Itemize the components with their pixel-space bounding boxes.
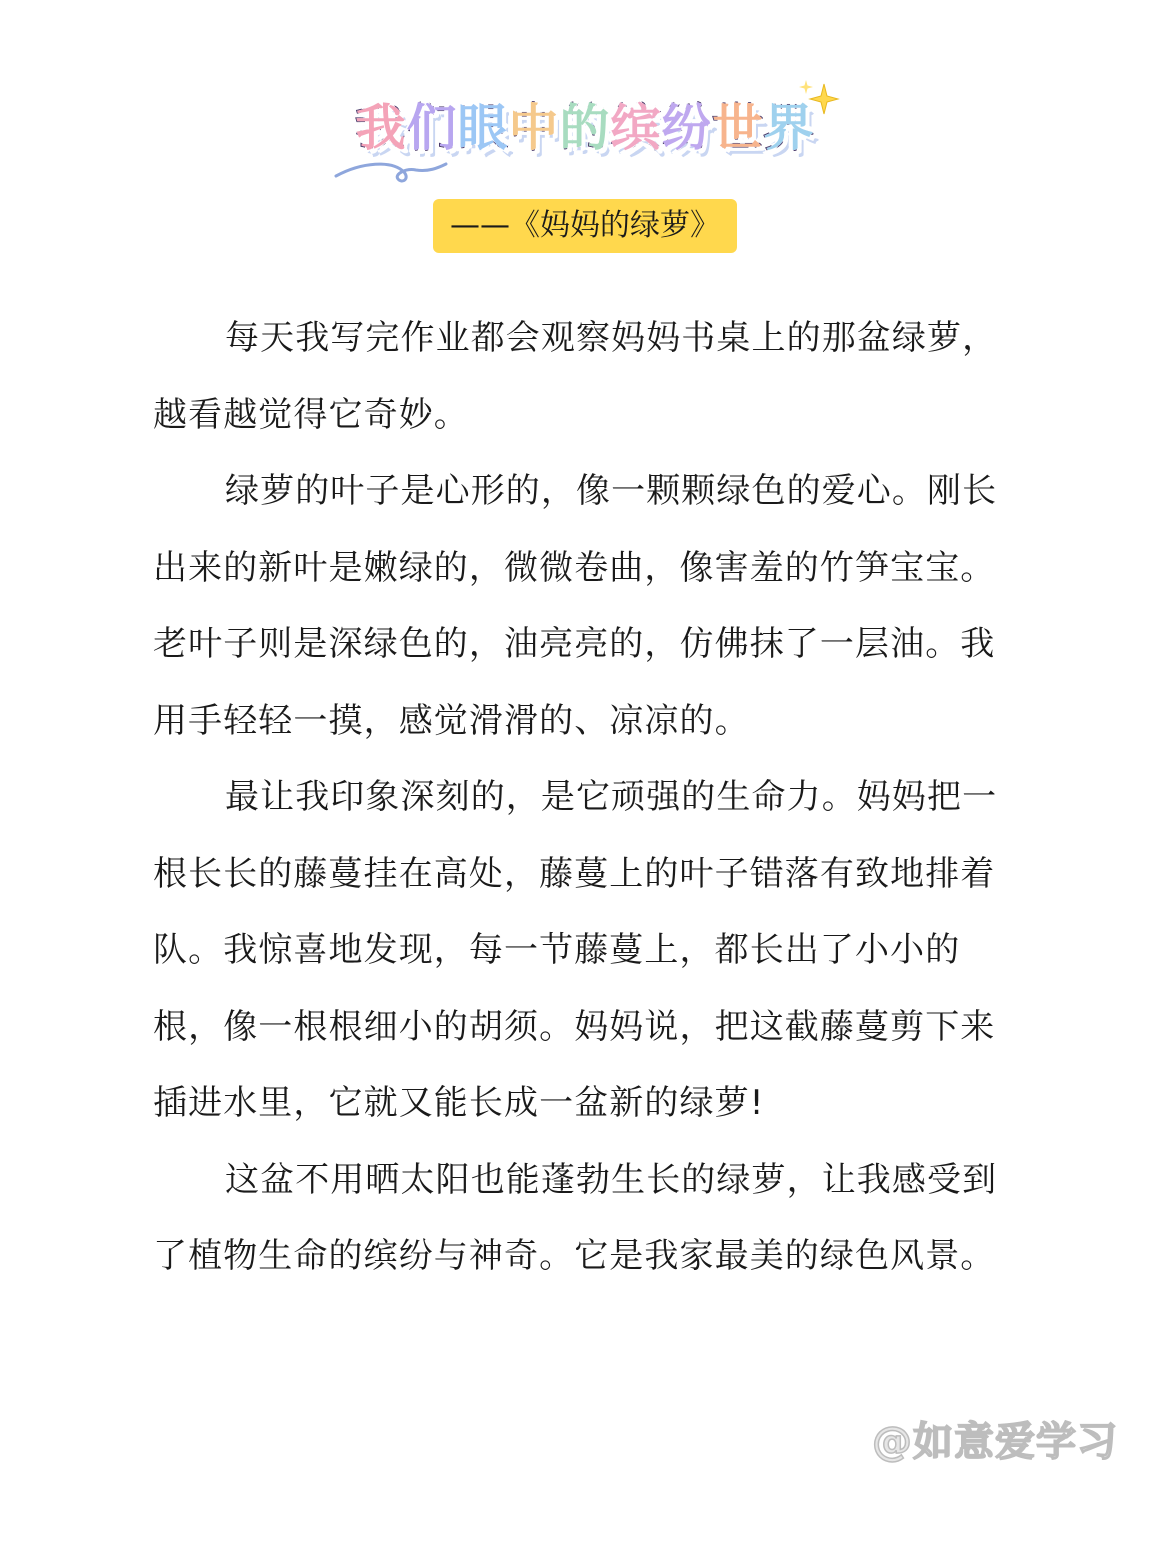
subtitle-badge (433, 199, 737, 253)
paragraph: 每天我写完作业都会观察妈妈书桌上的那盆绿萝，越看越觉得它奇妙。 (153, 318, 998, 435)
title-char: 的 (559, 99, 611, 157)
title-char: 世 (712, 99, 764, 157)
page-title-area (0, 88, 1170, 168)
paragraph: 绿萝的叶子是心形的，像一颗颗绿色的爱心。刚长出来的新叶是嫩绿的，微微卷曲，像害羞的竹笋宝宝。老叶子则是深绿色的，油亮亮的，仿佛抹了一层油。我用手轻轻一摸，感觉滑滑的、凉凉的。 (153, 471, 998, 741)
watermark: @如意爱学习 (872, 1419, 1118, 1465)
paragraph: 最让我印象深刻的，是它顽强的生命力。妈妈把一根长长的藤蔓挂在高处，藤蔓上的叶子错落有致地排着队。我惊喜地发现，每一节藤蔓上，都长出了小小的根，像一根根细小的胡须。妈妈说，把这截藤蔓剪下来插进水里，它就又能长成一盆新的绿萝! (153, 777, 998, 1123)
subtitle-text: ——《妈妈的绿萝》 (450, 208, 720, 243)
title-char: 我 (355, 99, 407, 157)
article-body (153, 300, 1023, 1295)
sparkle-icon (796, 78, 840, 122)
paragraph: 这盆不用晒太阳也能蓬勃生长的绿萝，让我感受到了植物生命的缤纷与神奇。它是我家最美的绿色风景。 (153, 1159, 998, 1276)
title-char: 眼 (457, 99, 509, 157)
title-char: 纷 (661, 99, 713, 157)
title-char: 中 (508, 99, 560, 157)
title-char: 缤 (610, 99, 662, 157)
swirl-icon (332, 152, 450, 194)
title-char: 们 (406, 99, 458, 157)
title-char: 界 (763, 99, 815, 157)
